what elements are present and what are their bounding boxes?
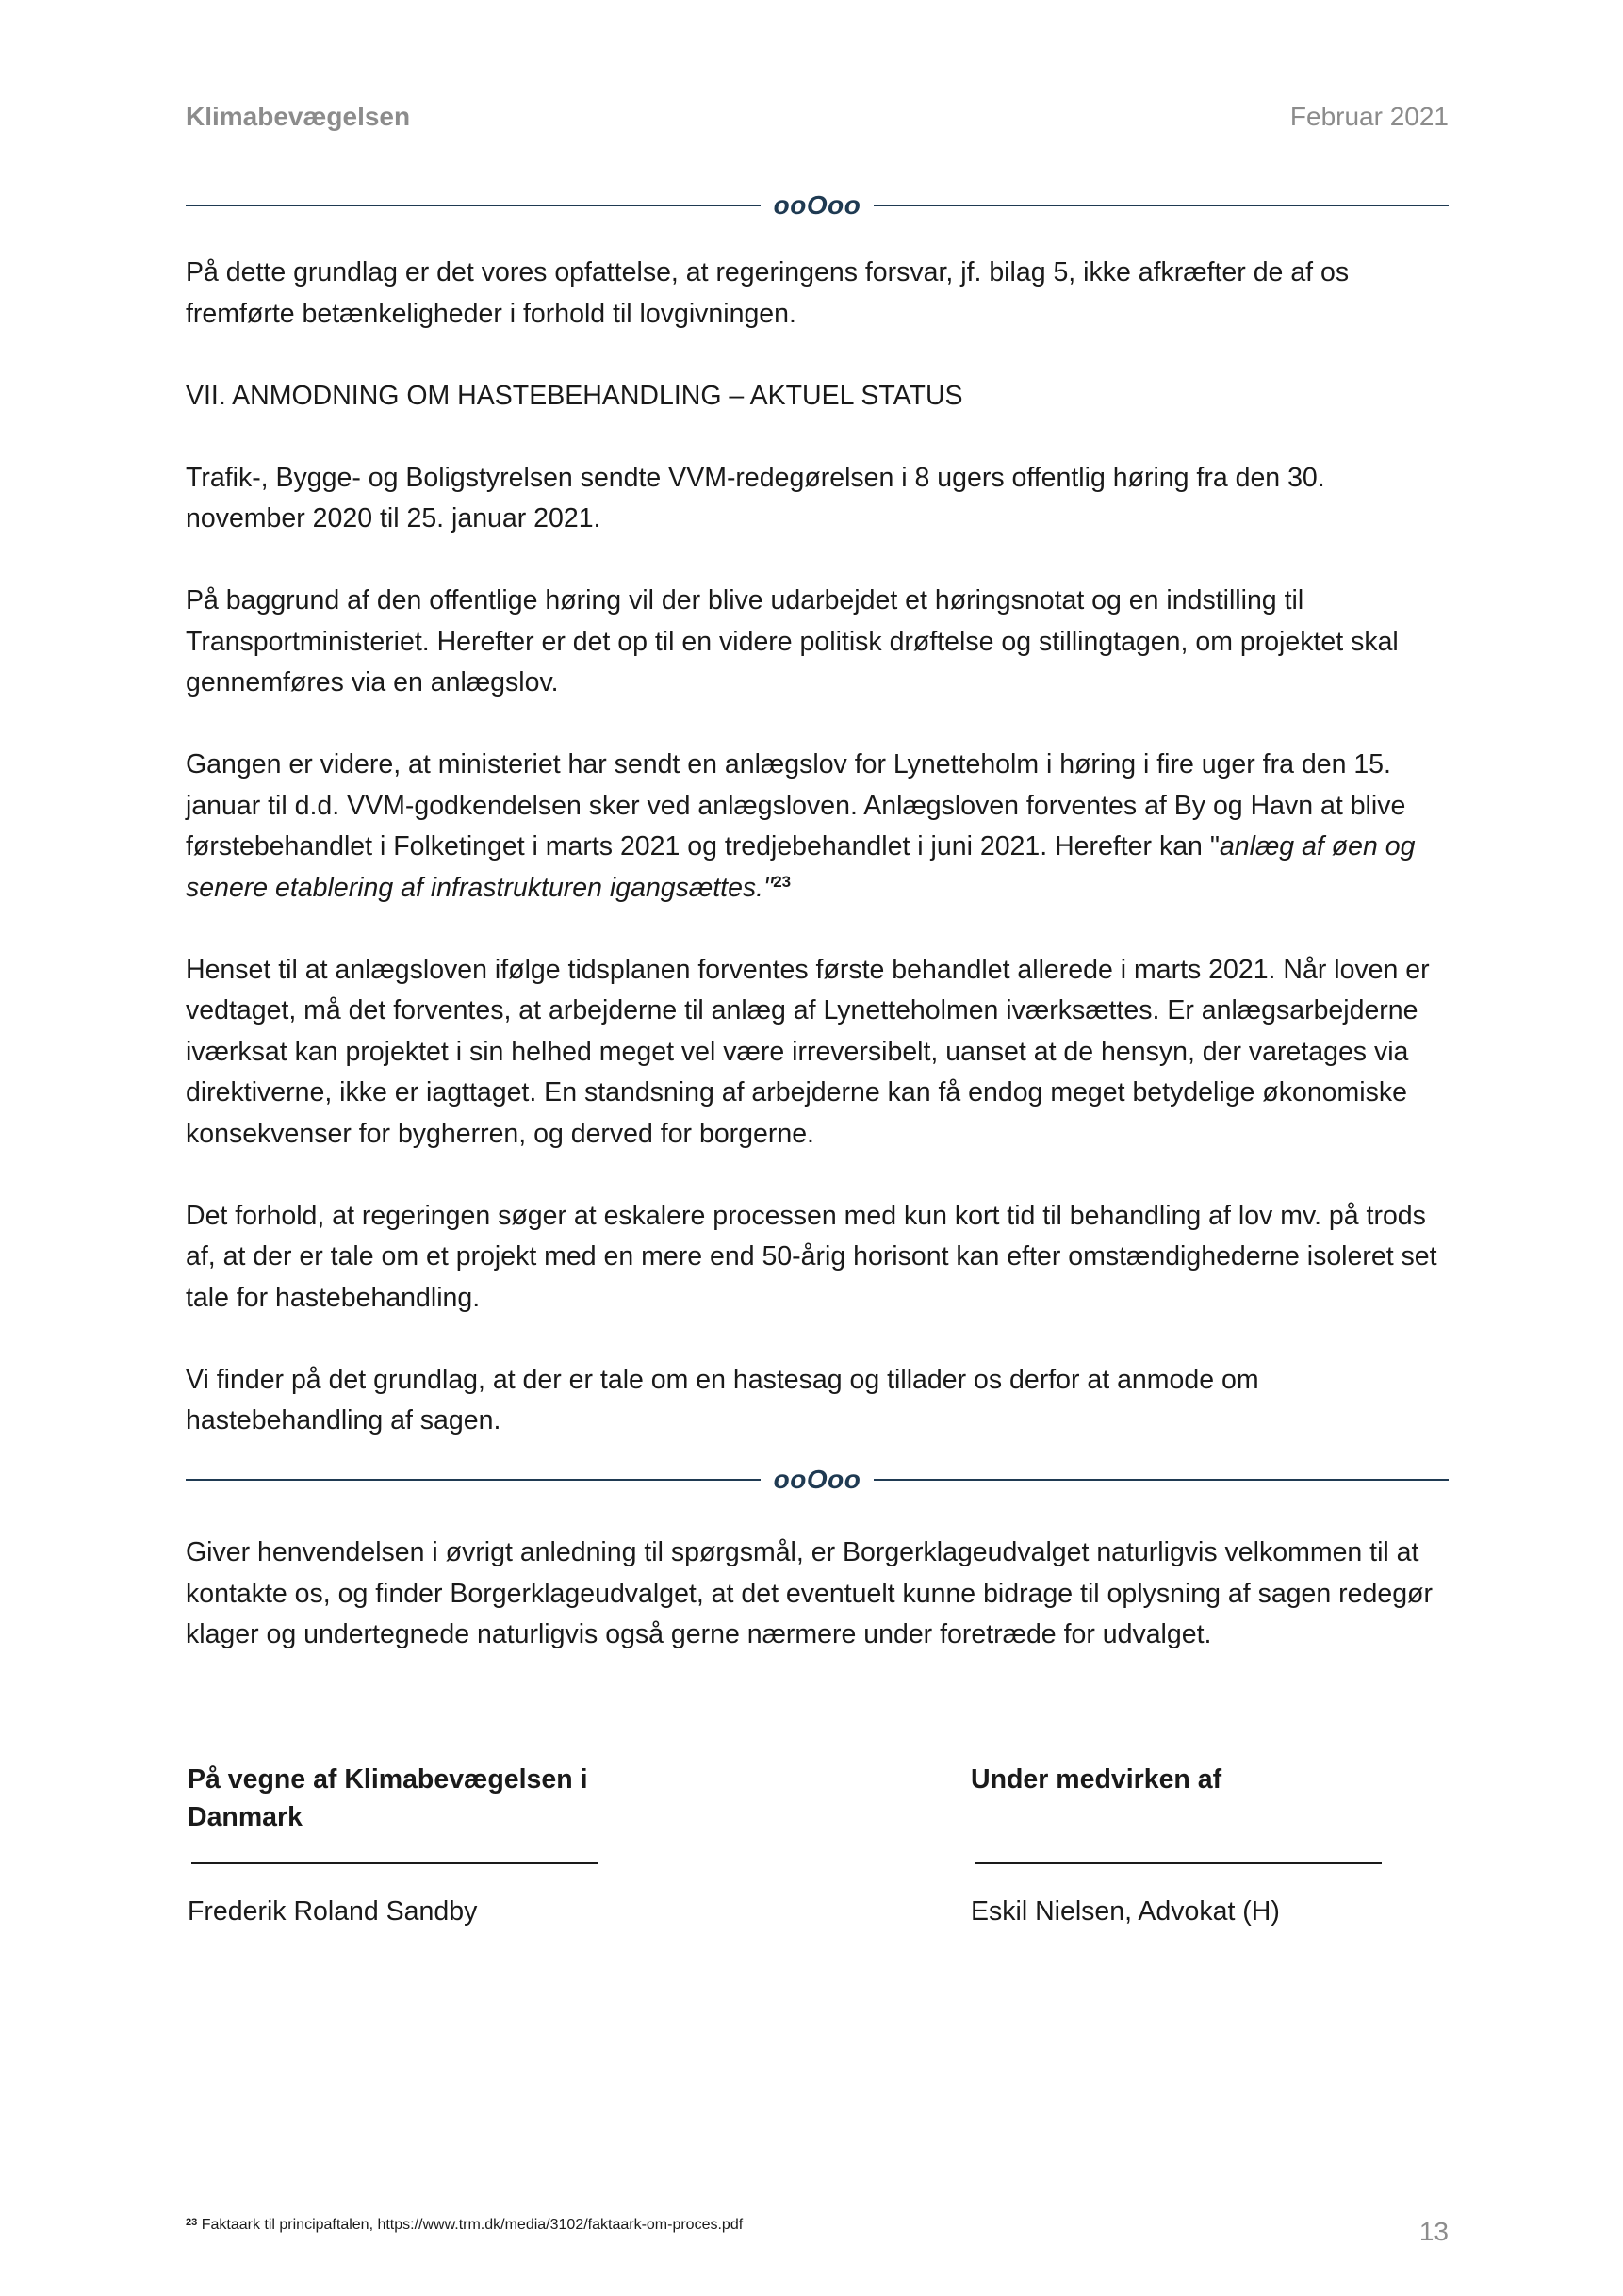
header-organization: Klimabevægelsen	[186, 102, 411, 131]
paragraph-hearing: Trafik-, Bygge- og Boligstyrelsen sendte VVM-redegørelsen i 8 ugers offentlig høring fra den 30. november 2020 til 25. januar 2021.	[186, 462, 1325, 533]
paragraph-background: På baggrund af den offentlige høring vil der blive udarbejdet et høringsnotat og en indstilling til Transportministeriet. Herefter er det op til en videre politisk drøftelse og stillingtagen, om projektet skal gennemføres via en anlægslov.	[186, 585, 1399, 697]
divider-mark: ooOoo	[773, 1465, 861, 1494]
footnote-reference[interactable]: 23	[773, 872, 792, 891]
divider-mark: ooOoo	[773, 190, 861, 220]
signature-right-name: Eskil Nielsen, Advokat (H)	[971, 1896, 1280, 1927]
paragraph-defense: På dette grundlag er det vores opfattelse, at regeringens forsvar, jf. bilag 5, ikke afkræfter de af os fremførte betænkeligheder i forhold til lovgivningen.	[186, 257, 1350, 329]
divider-rule-left	[186, 1479, 761, 1481]
signature-right-line	[975, 1862, 1382, 1864]
section-heading: VII. ANMODNING OM HASTEBEHANDLING – AKTUEL STATUS	[186, 380, 963, 411]
page-header	[186, 102, 1449, 132]
signature-left	[188, 1761, 602, 1927]
signature-right	[971, 1761, 1385, 1927]
header-date: Februar 2021	[1289, 102, 1449, 131]
signature-left-name: Frederik Roland Sandby	[188, 1896, 478, 1927]
signature-right-heading: Under medvirken af	[971, 1764, 1222, 1795]
footnote-number: 23	[186, 2217, 198, 2228]
paragraph-process-text: Gangen er videre, at ministeriet har sendt en anlægslov for Lynetteholm i høring i fire uger fra den 15. januar til d.d. VVM-godkendelsen sker ved anlægsloven. Anlægsloven forventes af By og Havn at blive førstebehandlet i Folketinget i marts 2021 og tredjebehandlet i juni 2021. Herefter kan "	[186, 749, 1406, 861]
paragraph-escalation: Det forhold, at regeringen søger at eskalere processen med kun kort tid til behandling af lov mv. på trods af, at der er tale om et projekt med en mere end 50-årig horisont kan efter omstændighederne isoleret set tale for hastebehandling.	[186, 1200, 1437, 1313]
paragraph-process	[186, 745, 1449, 909]
document-page	[186, 0, 1449, 2296]
section-divider-top	[186, 187, 1449, 224]
body-text	[186, 253, 1449, 1442]
divider-rule-right	[874, 1479, 1449, 1481]
signature-left-heading: På vegne af Klimabevægelsen i Danmark	[188, 1764, 588, 1832]
paragraph-process-quote: anlæg af øen og senere etablering af infrastrukturen igangsættes."	[186, 831, 1416, 903]
paragraph-closing: Giver henvendelsen i øvrigt anledning til spørgsmål, er Borgerklageudvalget naturligvis velkommen til at kontakte os, og finder Borgerklageudvalget, at det eventuelt kunne bidrage til oplysning af sagen redegør klager og undertegnede naturligvis også gerne nærmere under foretræde for udvalget.	[186, 1537, 1433, 1649]
closing-text	[186, 1533, 1449, 1656]
footnote-text: Faktaark til principaftalen, https://www.trm.dk/media/3102/faktaark-om-proces.pdf	[201, 2217, 744, 2233]
paragraph-timeline: Henset til at anlægsloven ifølge tidsplanen forventes første behandlet allerede i marts 2021. Når loven er vedtaget, må det forventes, at arbejderne til anlæg af Lynetteholmen iværksættes. Er anlægsarbejderne iværksat kan projektet i sin helhed meget vel være irreversibelt, uanset at de hensyn, der varetages via direktiverne, ikke er iagttaget. En standsning af arbejderne kan få endog meget betydelige økonomiske konsekvenser for bygherren, og derved for borgerne.	[186, 954, 1430, 1149]
footnote	[186, 2217, 743, 2234]
section-divider-bottom	[186, 1461, 1449, 1499]
page-number: 13	[1418, 2217, 1449, 2246]
paragraph-request: Vi finder på det grundlag, at der er tale om en hastesag og tillader os derfor at anmode om hastebehandling af sagen.	[186, 1364, 1259, 1435]
divider-rule-left	[186, 205, 761, 206]
divider-rule-right	[874, 205, 1449, 206]
signature-left-line	[191, 1862, 598, 1864]
